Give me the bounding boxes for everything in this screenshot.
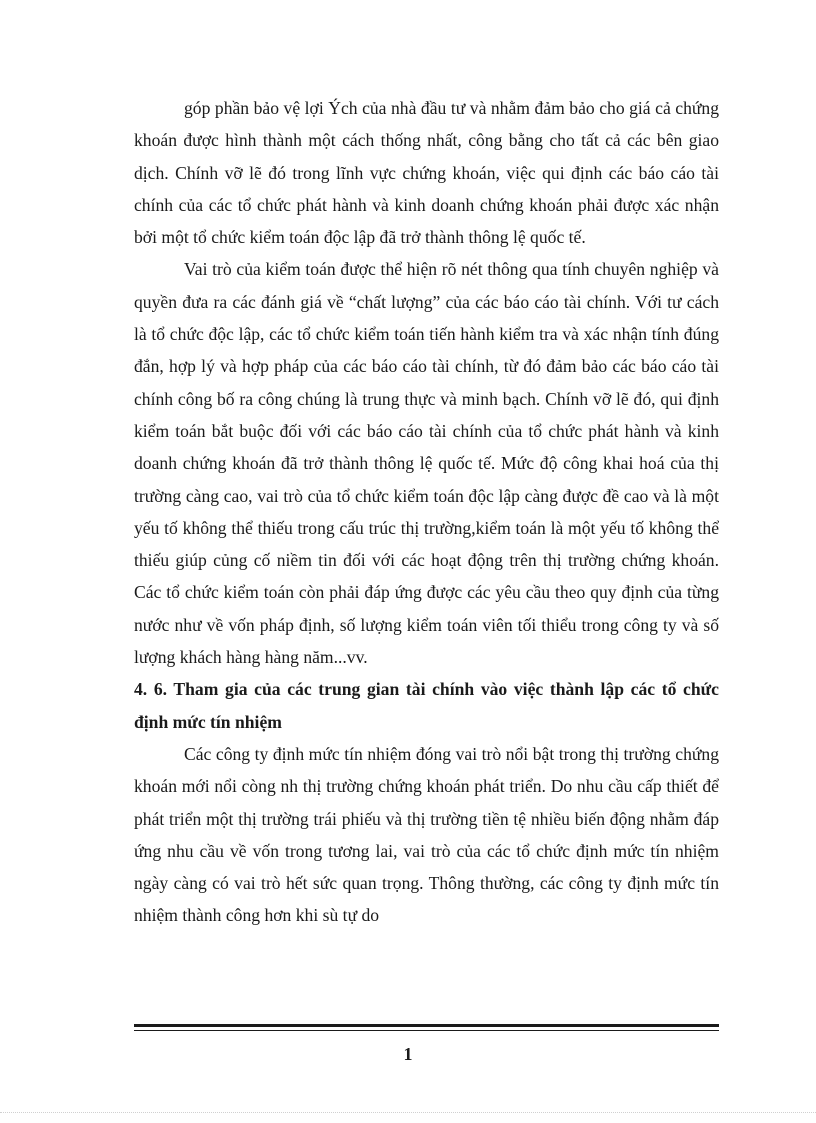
footer-rule-thin [134,1030,719,1031]
page-number: 1 [403,1044,413,1064]
footer-rule-thick [134,1024,719,1027]
paragraph-audit-role: Vai trò của kiểm toán được thể hiện rõ nét thông qua tính chuyên nghiệp và quyền đưa ra các đánh giá về “chất lượng” của các báo cáo tài chính. Với tư cách là tổ chức độc lập, các tổ chức kiểm toán tiến hành kiểm tra và xác nhận tính đúng đắn, hợp lý và hợp pháp của các báo cáo tài chính, từ đó đảm bảo các báo cáo tài chính công bố ra công chúng là trung thực và minh bạch. Chính vỡ lẽ đó, qui định kiểm toán bắt buộc đối với các báo cáo tài chính của tổ chức phát hành và kinh doanh chứng khoán đã trở thành thông lệ quốc tế. Mức độ công khai hoá của thị trường càng cao, vai trò của tổ chức kiểm toán độc lập càng được đề cao và là một yếu tố không thể thiếu trong cấu trúc thị trường,kiểm toán là một yếu tố không thể thiếu giúp củng cố niềm tin đối với các hoạt động trên thị trường chứng khoán. Các tổ chức kiểm toán còn phải đáp ứng được các yêu cầu theo quy định của từng nước như về vốn pháp định, số lượng kiểm toán viên tối thiểu trong công ty và số lượng khách hàng hàng năm...vv. [134,259,719,668]
section-heading: 4. 6. Tham gia của các trung gian tài chính vào việc thành lập các tổ chức định mức tín nhiệm [134,679,719,732]
paragraph-investor-protection: góp phần bảo vệ lợi Ých của nhà đầu tư và nhằm đảm bảo cho giá cả chứng khoán được hình thành một cách thống nhất, công bằng cho tất cả các bên giao dịch. Chính vỡ lẽ đó trong lĩnh vực chứng khoán, việc qui định các báo cáo tài chính của các tổ chức phát hành và kinh doanh chứng khoán phải được xác nhận bởi một tổ chức kiểm toán độc lập đã trở thành thông lệ quốc tế. [134,98,719,248]
document-body [134,92,719,932]
paragraph-rating-agencies: Các công ty định mức tín nhiệm đóng vai trò nổi bật trong thị trường chứng khoán mới nổi còng nh thị trường chứng khoán phát triển. Do nhu cầu cấp thiết để phát triển một thị trường trái phiếu và thị trường tiền tệ nhiều biến động nhằm đáp ứng nhu cầu về vốn trong tương lai, vai trò của các tổ chức định mức tín nhiệm ngày càng có vai trò hết sức quan trọng. Thông thường, các công ty định mức tín nhiệm thành công hơn khi sù tự do [134,743,719,926]
page-bottom-border [0,1112,816,1113]
